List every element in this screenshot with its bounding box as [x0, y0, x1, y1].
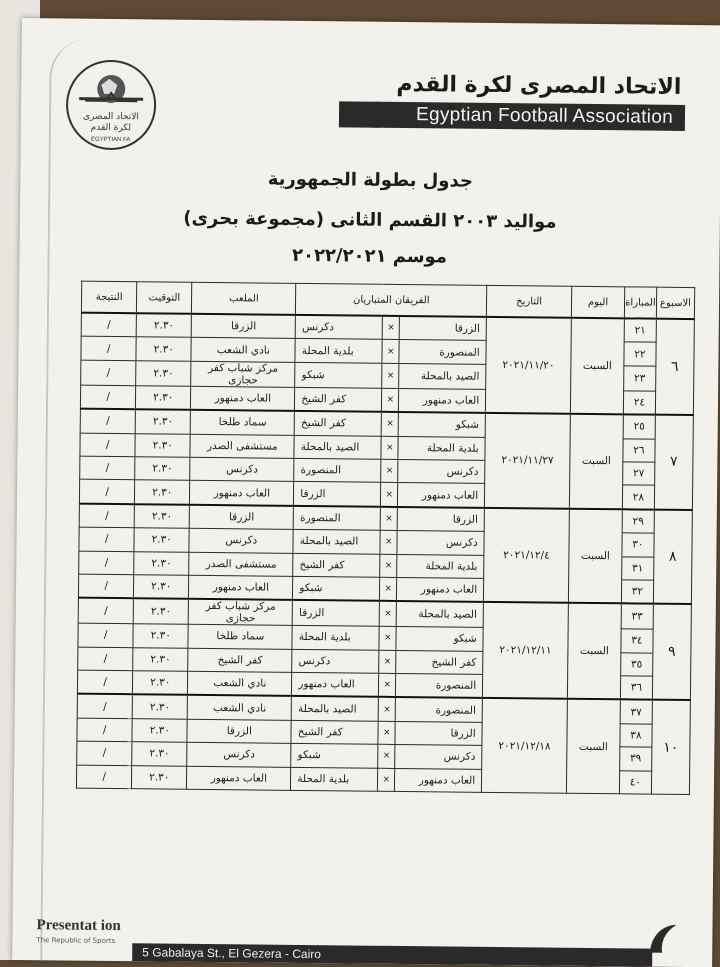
date-cell: ٢٠٢١/١١/٢٠ [486, 317, 572, 414]
time-cell: ٢.٣٠ [136, 385, 191, 409]
home-team-cell: شبكو [396, 627, 483, 651]
match-number-cell: ٢٩ [622, 509, 654, 533]
result-cell: / [79, 551, 134, 575]
venue-cell: الزرقا [192, 314, 296, 339]
away-team-cell: دكرنس [292, 649, 379, 673]
away-team-cell: الصيد بالمحلة [291, 696, 378, 721]
venue-cell: العاب دمنهور [191, 386, 295, 411]
match-number-cell: ٢٨ [622, 485, 654, 509]
home-team-cell: المنصورة [399, 340, 486, 364]
time-cell: ٢.٣٠ [132, 719, 187, 743]
result-cell: / [79, 503, 134, 527]
venue-cell: سماد طلخا [188, 625, 292, 649]
presentation-tagline: The Republic of Sports [36, 936, 116, 946]
away-team-cell: المنصورة [293, 506, 380, 531]
time-cell: ٢.٣٠ [134, 528, 189, 552]
week-cell: ١٠ [651, 700, 690, 794]
match-number-cell: ٤٠ [619, 770, 651, 794]
home-team-cell: الصيد بالمحلة [396, 601, 483, 627]
result-cell: / [80, 456, 135, 480]
date-cell: ٢٠٢١/١٢/١١ [483, 602, 569, 699]
header-bar [339, 101, 379, 127]
week-cell: ٨ [653, 509, 692, 604]
vs-cell: × [380, 530, 397, 554]
title-season: موسم ٢٠٢٢/٢٠٢١ [291, 244, 448, 268]
time-cell: ٢.٣٠ [136, 337, 191, 361]
presentation-logo-text: Presentat ion [36, 917, 121, 935]
week-cell: ٦ [655, 319, 694, 416]
decorative-swirl-icon [642, 917, 682, 957]
venue-cell: كفر الشيخ [188, 648, 292, 672]
venue-cell: نادي الشعب [188, 671, 292, 696]
fixtures-table [76, 281, 695, 795]
logo-text-en: EGYPTIAN FA [91, 136, 131, 144]
venue-cell: الزرقا [190, 505, 294, 530]
time-cell: ٢.٣٠ [133, 624, 188, 648]
match-number-cell: ٣٨ [620, 724, 652, 748]
match-number-cell: ٣٧ [620, 700, 652, 724]
time-cell: ٢.٣٠ [135, 433, 190, 457]
away-team-cell: كفر الشيخ [291, 720, 378, 744]
time-cell: ٢.٣٠ [134, 504, 189, 528]
result-cell: / [80, 433, 135, 457]
home-team-cell: الزرقا [399, 316, 486, 341]
day-cell: السبت [568, 508, 622, 603]
home-team-cell: الزرقا [395, 721, 482, 745]
home-team-cell: المنصورة [396, 674, 483, 699]
match-number-cell: ٢٥ [623, 414, 655, 438]
header-date: التاريخ [487, 285, 572, 317]
vs-cell: × [379, 673, 396, 697]
result-cell: / [76, 765, 131, 789]
vs-cell: × [378, 697, 395, 721]
day-cell: السبت [567, 603, 621, 700]
away-team-cell: المنصورة [294, 458, 381, 482]
home-team-cell: العاب دمنهور [397, 577, 484, 602]
result-cell: / [81, 337, 136, 361]
document-page [12, 18, 720, 967]
time-cell: ٢.٣٠ [136, 313, 191, 337]
away-team-cell: كفر الشيخ [295, 387, 382, 412]
home-team-cell: دكرنس [395, 745, 482, 769]
match-number-cell: ٢٧ [623, 462, 655, 486]
away-team-cell: الصيد بالمحلة [293, 529, 380, 553]
header-week: الاسبوع [656, 287, 694, 319]
match-number-cell: ٢١ [624, 318, 656, 342]
date-cell: ٢٠٢١/١١/٢٧ [485, 413, 571, 508]
header-day: اليوم [571, 286, 624, 318]
home-team-cell: المنصورة [395, 697, 482, 722]
association-name-english: Egyptian Football Association [375, 102, 685, 131]
logo-text-ar-1: الاتحاد المصرى [83, 111, 139, 123]
away-team-cell: شبكو [291, 744, 378, 768]
time-cell: ٢.٣٠ [134, 575, 189, 599]
home-team-cell: العاب دمنهور [398, 483, 485, 508]
match-number-cell: ٣١ [622, 556, 654, 580]
venue-cell: دكرنس [187, 743, 291, 767]
result-cell: / [81, 313, 136, 337]
match-number-cell: ٣٥ [621, 652, 653, 676]
result-cell: / [77, 694, 132, 718]
header-result: النتيجة [81, 281, 137, 313]
match-number-cell: ٣٢ [621, 580, 653, 604]
home-team-cell: دكرنس [397, 531, 484, 555]
venue-cell: العاب دمنهور [190, 481, 294, 506]
vs-cell: × [381, 412, 398, 436]
date-cell: ٢٠٢١/١٢/٤ [484, 508, 570, 603]
time-cell: ٢.٣٠ [135, 457, 190, 481]
venue-cell: سماد طلخا [191, 410, 295, 435]
vs-cell: × [378, 768, 395, 792]
result-cell: / [80, 385, 135, 409]
home-team-cell: الزرقا [397, 507, 484, 532]
time-cell: ٢.٣٠ [133, 671, 188, 695]
result-cell: / [78, 647, 133, 671]
result-cell: / [78, 623, 133, 647]
home-team-cell: كفر الشيخ [396, 650, 483, 674]
date-cell: ٢٠٢١/١٢/١٨ [482, 698, 568, 793]
result-cell: / [78, 574, 133, 598]
home-team-cell: بلدية المحلة [397, 554, 484, 578]
home-team-cell: العاب دمنهور [395, 768, 482, 792]
venue-cell: دكرنس [190, 457, 294, 481]
venue-cell: مركز شباب كفر حجازى [189, 599, 293, 626]
vs-cell: × [381, 436, 398, 460]
day-cell: السبت [570, 318, 624, 415]
venue-cell: مركز شباب كفر حجازى [191, 361, 295, 387]
match-number-cell: ٣٦ [620, 676, 652, 700]
header-venue: الملعب [192, 282, 296, 315]
away-team-cell: العاب دمنهور [292, 672, 379, 697]
venue-cell: دكرنس [189, 528, 293, 552]
logo-text-ar-2: لكرة القدم [90, 122, 132, 134]
association-name-arabic: الاتحاد المصرى لكرة القدم [396, 71, 682, 100]
result-cell: / [77, 741, 132, 765]
time-cell: ٢.٣٠ [132, 695, 187, 719]
home-team-cell: الصيد بالمحلة [399, 363, 486, 389]
vs-cell: × [382, 388, 399, 412]
vs-cell: × [380, 554, 397, 578]
day-cell: السبت [569, 414, 623, 509]
time-cell: ٢.٣٠ [132, 765, 187, 789]
week-cell: ٩ [652, 604, 691, 701]
match-number-cell: ٢٣ [624, 366, 656, 391]
home-team-cell: العاب دمنهور [399, 388, 486, 413]
venue-cell: مستشفى الصدر [190, 434, 294, 458]
result-cell: / [80, 409, 135, 433]
time-cell: ٢.٣٠ [135, 409, 190, 433]
away-team-cell: الزرقا [292, 600, 379, 626]
vs-cell: × [379, 650, 396, 674]
result-cell: / [79, 527, 134, 551]
week-cell: ٧ [654, 415, 693, 510]
title-division: مواليد ٢٠٠٣ القسم الثانى (مجموعة بحرى) [183, 207, 557, 233]
away-team-cell: كفر الشيخ [294, 411, 381, 436]
home-team-cell: دكرنس [398, 459, 485, 483]
vs-cell: × [378, 721, 395, 745]
vs-cell: × [382, 316, 399, 340]
time-cell: ٢.٣٠ [136, 360, 191, 386]
vs-cell: × [382, 363, 399, 388]
header-time: التوقيت [137, 282, 192, 314]
header-teams: الفريقان المتباريان [296, 283, 487, 316]
time-cell: ٢.٣٠ [135, 480, 190, 504]
result-cell: / [81, 360, 136, 386]
match-number-cell: ٣٣ [621, 604, 653, 630]
venue-cell: مستشفى الصدر [189, 552, 293, 576]
home-team-cell: شبكو [398, 412, 485, 437]
away-team-cell: بلدية المحلة [291, 767, 378, 791]
home-team-cell: بلدية المحلة [398, 436, 485, 460]
away-team-cell: دكرنس [295, 315, 382, 340]
address-text: 5 Gabalaya St., El Gezera - Cairo [142, 945, 322, 962]
match-number-cell: ٣٩ [620, 747, 652, 771]
venue-cell: العاب دمنهور [189, 575, 293, 600]
vs-cell: × [381, 459, 398, 483]
match-number-cell: ٢٢ [624, 342, 656, 366]
time-cell: ٢.٣٠ [134, 551, 189, 575]
footer [12, 900, 713, 967]
vs-cell: × [379, 601, 396, 627]
vs-cell: × [382, 340, 399, 364]
away-team-cell: الصيد بالمحلة [294, 435, 381, 459]
fixtures-body [76, 313, 694, 795]
away-team-cell: شبكو [293, 576, 380, 601]
fixtures-table-wrapper [76, 281, 695, 795]
venue-cell: الزرقا [187, 719, 291, 743]
away-team-cell: بلدية المحلة [295, 339, 382, 363]
vs-cell: × [381, 483, 398, 507]
away-team-cell: بلدية المحلة [292, 626, 379, 650]
time-cell: ٢.٣٠ [133, 598, 188, 624]
vs-cell: × [378, 745, 395, 769]
result-cell: / [77, 718, 132, 742]
result-cell: / [78, 598, 133, 624]
time-cell: ٢.٣٠ [132, 742, 187, 766]
venue-cell: نادي الشعب [188, 695, 292, 720]
vs-cell: × [379, 627, 396, 651]
away-team-cell: الزرقا [294, 482, 381, 507]
venue-cell: العاب دمنهور [187, 766, 291, 790]
header-match: المباراة [624, 287, 656, 319]
away-team-cell: كفر الشيخ [293, 553, 380, 577]
match-number-cell: ٣٤ [621, 629, 653, 653]
title-championship: جدول بطولة الجمهورية [267, 168, 473, 192]
vs-cell: × [380, 507, 397, 531]
vs-cell: × [380, 577, 397, 601]
day-cell: السبت [566, 699, 620, 794]
away-team-cell: شبكو [295, 362, 382, 388]
match-number-cell: ٣٠ [622, 533, 654, 557]
result-cell: / [79, 479, 134, 503]
efa-logo-icon [65, 58, 158, 151]
result-cell: / [77, 670, 132, 694]
match-number-cell: ٢٤ [623, 391, 655, 415]
match-number-cell: ٢٦ [623, 438, 655, 462]
time-cell: ٢.٣٠ [133, 647, 188, 671]
venue-cell: نادي الشعب [191, 338, 295, 362]
